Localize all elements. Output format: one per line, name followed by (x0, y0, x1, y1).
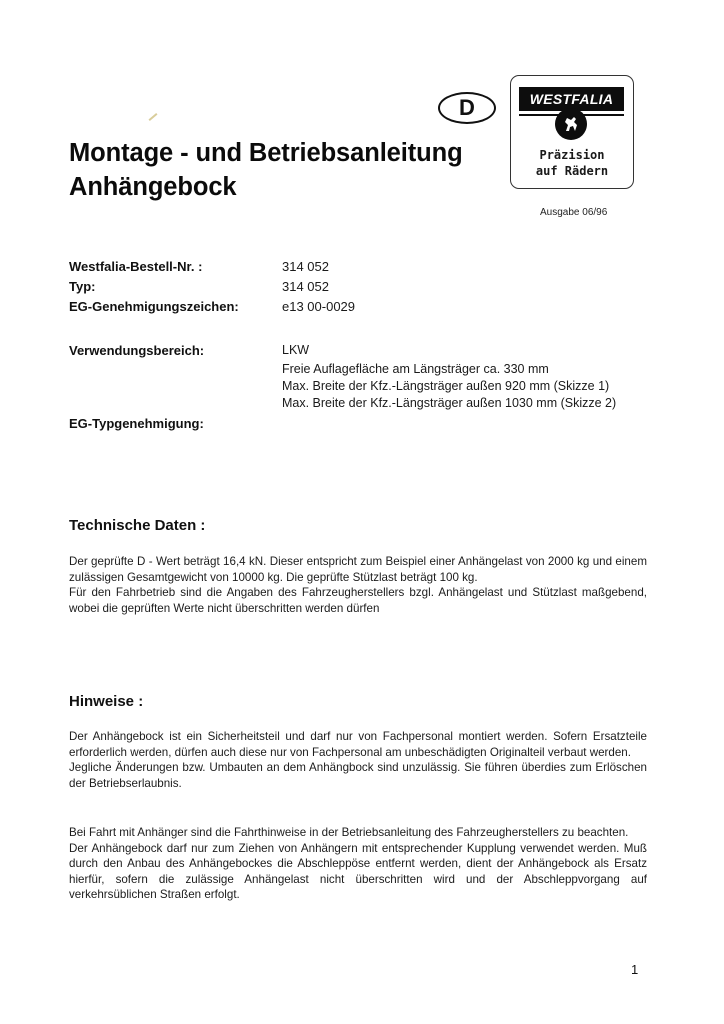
scan-mark (149, 113, 158, 121)
paragraph: Der Anhängebock darf nur zum Ziehen von Anhängern mit entsprechender Kupplung verwendet werden. Muß durch den Anbau des Anhängebockes die Abschleppöse entfernt werden, dient der Anhängebock als Ersatz hierfür, sofern die zulässige Anhängelast nicht überschritten wird und der Abschleppvorgang auf verkehrsüblichen Straßen erfolgt. (69, 841, 647, 901)
technical-data-text (69, 554, 647, 616)
technical-data-heading: Technische Daten : (69, 517, 206, 534)
notes-block-1 (69, 729, 647, 791)
order-number-value: 314 052 (282, 259, 329, 274)
notes-heading: Hinweise : (69, 693, 144, 710)
usage-line: Max. Breite der Kfz.-Längsträger außen 920 mm (Skizze 1) (282, 379, 610, 393)
document-title: Montage - und Betriebsanleitung (69, 139, 463, 167)
horse-emblem-icon (555, 108, 587, 140)
notes-block-2 (69, 825, 647, 903)
usage-label: Verwendungsbereich: (69, 343, 205, 358)
logo-brand: WESTFALIA (529, 91, 614, 107)
usage-line: Freie Auflagefläche am Längsträger ca. 330 mm (282, 362, 549, 376)
logo-tagline-1: Präzision (539, 148, 605, 162)
type-label: Typ: (69, 279, 96, 294)
approval-mark-value: e13 00-0029 (282, 299, 356, 314)
usage-line: Max. Breite der Kfz.-Längsträger außen 1030 mm (Skizze 2) (282, 396, 617, 410)
approval-mark-label: EG-Genehmigungszeichen: (69, 299, 239, 314)
paragraph: Bei Fahrt mit Anhänger sind die Fahrthinweise in der Betriebsanleitung des Fahrzeugherstellers zu beachten. (69, 826, 629, 839)
usage-line: LKW (282, 343, 310, 357)
westfalia-logo (510, 75, 634, 189)
document-subtitle: Anhängebock (69, 173, 237, 201)
type-approval-label: EG-Typgenehmigung: (69, 416, 204, 431)
country-code-badge (438, 92, 496, 124)
logo-tagline-2: auf Rädern (535, 164, 609, 178)
paragraph: Der Anhängebock ist ein Sicherheitsteil und darf nur von Fachpersonal montiert werden. Sofern Ersatzteile erforderlich werden, dürfen auch diese nur von Fachpersonal am unbeschädigten Originalteil verbaut werden. (69, 730, 647, 759)
paragraph: Der geprüfte D - Wert beträgt 16,4 kN. Dieser entspricht zum Beispiel einer Anhängelast von 2000 kg und einem zulässigen Gesamtgewicht von 10000 kg. Die geprüfte Stützlast beträgt 100 kg. (69, 555, 647, 584)
type-value: 314 052 (282, 279, 329, 294)
paragraph: Jegliche Änderungen bzw. Umbauten an dem Anhängbock sind unzulässig. Sie führen überdies zum Erlöschen der Betriebserlaubnis. (69, 761, 647, 790)
order-number-label: Westfalia-Bestell-Nr. : (69, 259, 203, 274)
edition-label: Ausgabe 06/96 (540, 207, 608, 218)
page-number: 1 (631, 962, 639, 977)
country-code: D (459, 95, 475, 120)
paragraph: Für den Fahrbetrieb sind die Angaben des Fahrzeugherstellers bzgl. Anhängelast und Stützlast maßgebend, wobei die geprüften Werte nicht überschritten werden dürfen (69, 586, 647, 615)
